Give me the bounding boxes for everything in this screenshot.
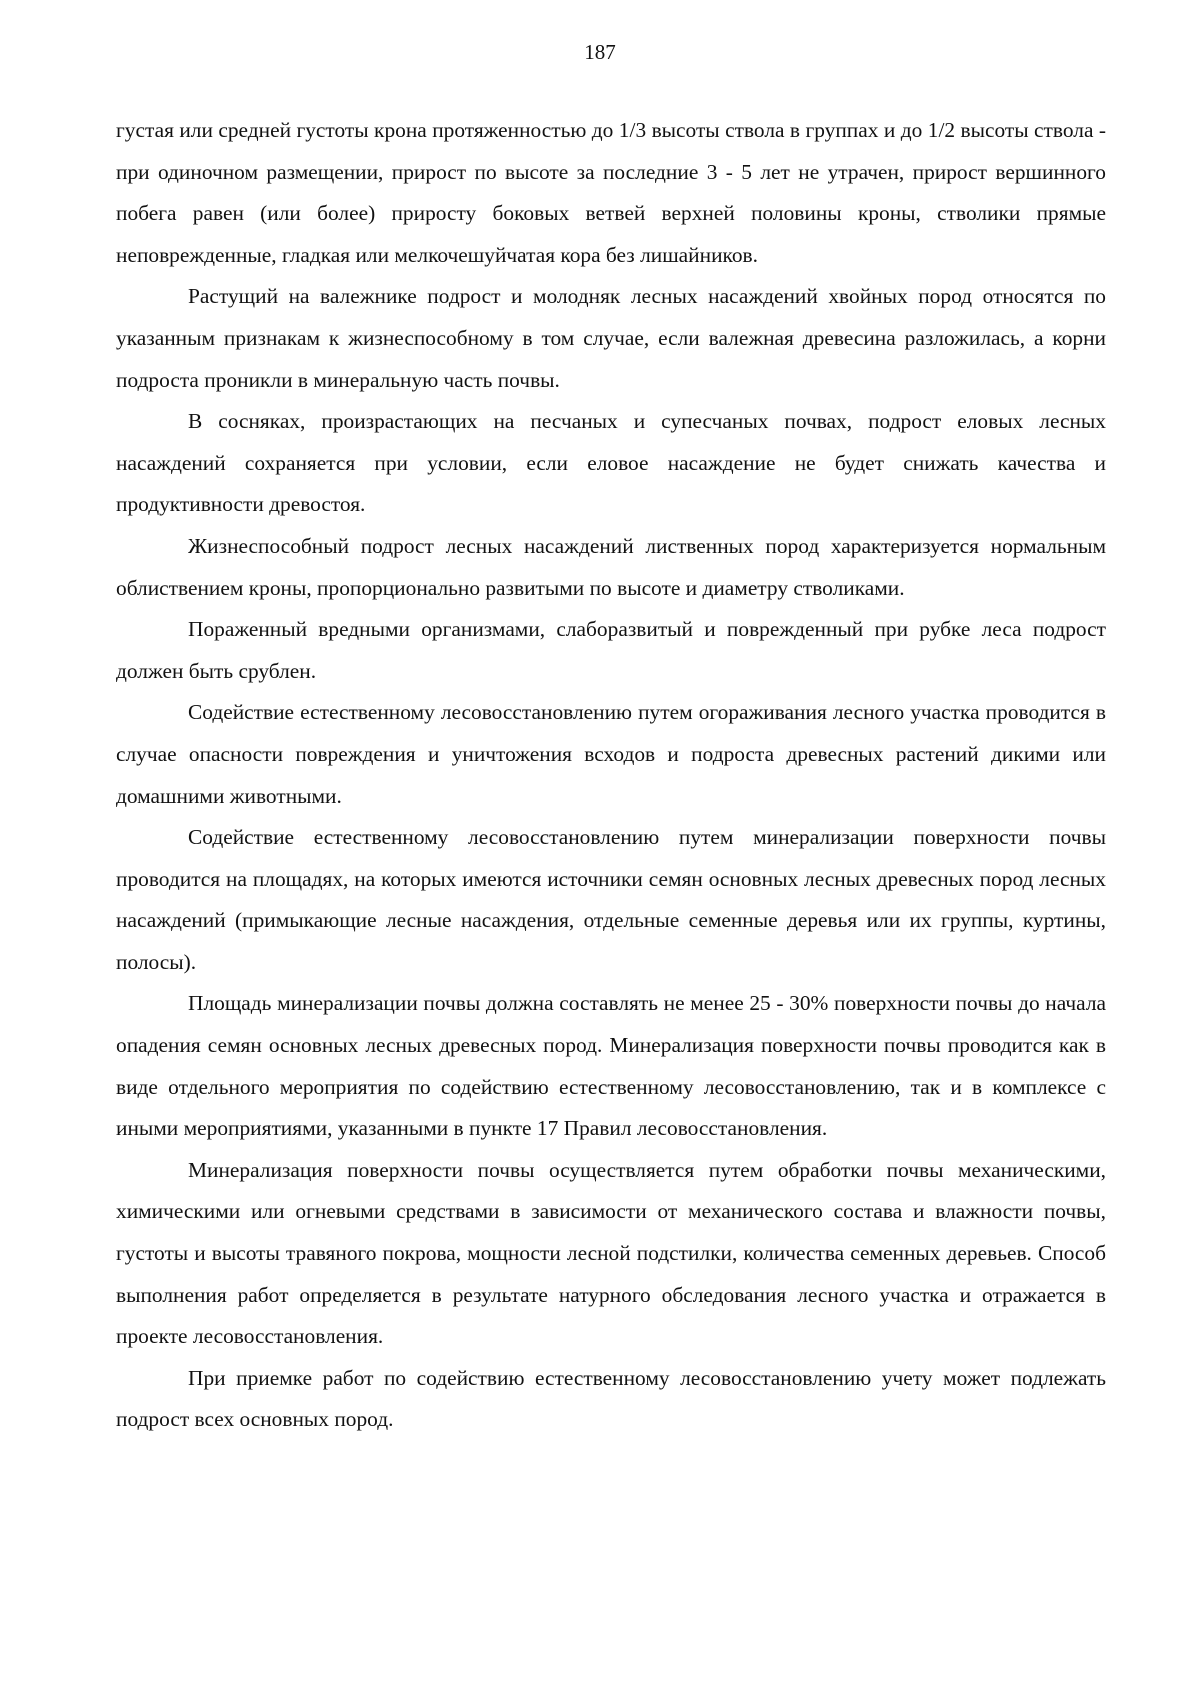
paragraph-pine-forests: В сосняках, произрастающих на песчаных и супесчаных почвах, подрост еловых лесных насаждений сохраняется при условии, если еловое насаждение не будет снижать качества и продуктивности древостоя. [116, 409, 1106, 517]
paragraph-mineralization-sites: Содействие естественному лесовосстановлению путем минерализации поверхности почвы проводится на площадях, на которых имеются источники семян основных лесных древесных пород лесных насаждений (примыкающие лесные насаждения, отдельные семенные деревья или их группы, куртины, полосы). [116, 825, 1106, 974]
paragraph-continuation: густая или средней густоты крона протяженностью до 1/3 высоты ствола в группах и до 1/2 высоты ствола - при одиночном размещении, прирост по высоте за последние 3 - 5 лет не утрачен, прирост вершинного побега равен (или более) приросту боковых ветвей верхней половины кроны, стволики прямые неповрежденные, гладкая или мелкочешуйчатая кора без лишайников. [116, 118, 1106, 267]
paragraph-deadwood-undergrowth: Растущий на валежнике подрост и молодняк лесных насаждений хвойных пород относятся по указанным признакам к жизнеспособному в том случае, если валежная древесина разложилась, а корни подроста проникли в минеральную часть почвы. [116, 284, 1106, 392]
page-number: 187 [584, 40, 616, 64]
paragraph-deciduous-undergrowth: Жизнеспособный подрост лесных насаждений лиственных пород характеризуется нормальным облиствением кроны, пропорционально развитыми по высоте и диаметру стволиками. [116, 533, 1106, 600]
paragraph-fencing: Содействие естественному лесовосстановлению путем огораживания лесного участка проводится в случае опасности повреждения и уничтожения всходов и подроста древесных растений дикими или домашними животными. [116, 700, 1106, 808]
paragraph-acceptance: При приемке работ по содействию естественному лесовосстановлению учету может подлежать подрост всех основных пород. [116, 1365, 1106, 1432]
paragraph-mineralization-area: Площадь минерализации почвы должна составлять не менее 25 - 30% поверхности почвы до начала опадения семян основных лесных древесных пород. Минерализация поверхности почвы проводится как в виде отдельного мероприятия по содействию естественному лесовосстановлению, так и в комплексе с иными мероприятиями, указанными в пункте 17 Правил лесовосстановления. [116, 991, 1106, 1141]
paragraph-mineralization-methods: Минерализация поверхности почвы осуществляется путем обработки почвы механическими, химическими или огневыми средствами в зависимости от механического состава и влажности почвы, густоты и высоты травяного покрова, мощности лесной подстилки, количества семенных деревьев. Способ выполнения работ определяется в результате натурного обследования лесного участка и отражается в проекте лесовосстановления. [116, 1157, 1106, 1349]
paragraph-damaged-undergrowth: Пораженный вредными организмами, слаборазвитый и поврежденный при рубке леса подрост должен быть срублен. [116, 617, 1106, 683]
body-text [116, 110, 1106, 1441]
